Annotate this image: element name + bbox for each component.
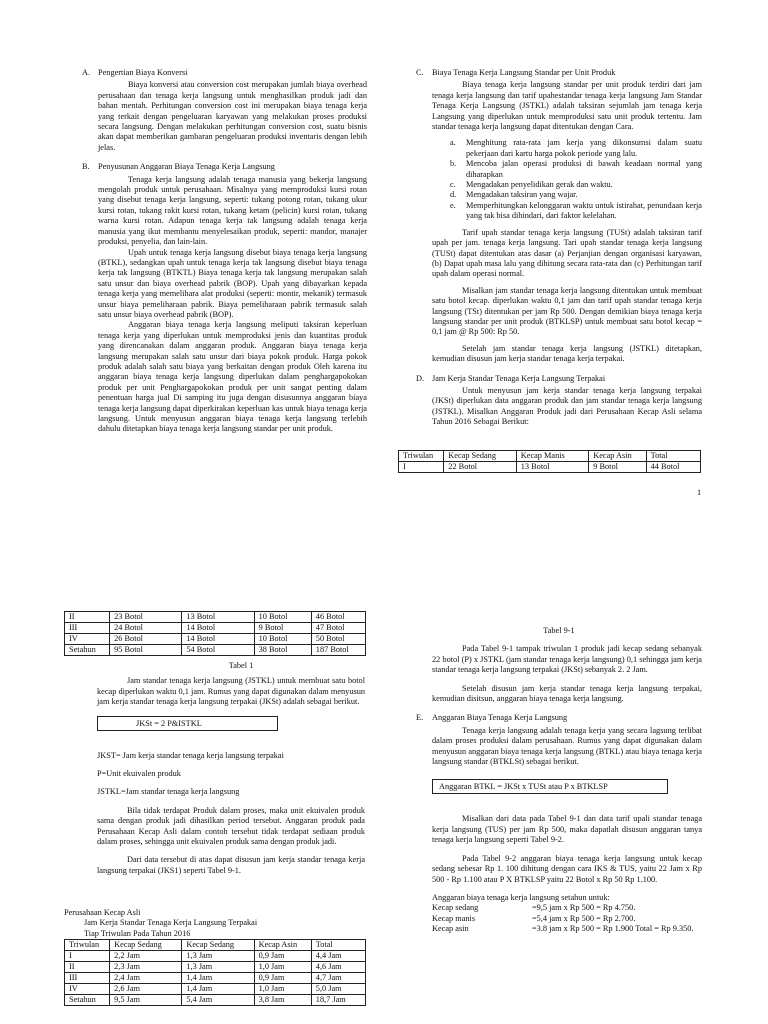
table-cell: 4,7 Jam — [311, 973, 365, 984]
section-b-paragraph-3: Anggaran biaya tenaga kerja langsung meliputi taksiran keperluan tenaga kerja yang diperlukan untuk memproduksi jenis dan kuantitas produk yang direncanakan dalam anggaran produk. Anggaran biaya tenaga kerja langsung merupakan salah satu unsur dari biaya pokok produk. Harga pokok produk adalah salah satu biaya yang berkaitan dengan produk Oleh karena itu anggaran biaya tenaga kerja langsung diperlukan dalam penghargapokokan produk per unit Penghargapokokan produk per unit sangat penting dalam penentuan harga jual Di samping itu juga dengan disusunnya anggaran biaya tenaga kerja langsung dapat diperkirakan keperluan kas untuk biaya tenaga kerja langsung. Untuk menyusun anggaran biaya tenaga kerja langsung terlebih dahulu ditetapkan biaya tenaga kerja langsung standar per unit produk. — [98, 320, 367, 434]
table-cell: Setahun — [65, 995, 110, 1006]
section-e-heading: E. Anggaran Biaya Tenaga Kerja Langsung — [416, 713, 568, 723]
btkl-formula-box: Anggaran BTKL = JKSt x TUSt atau P x BTKLSP — [432, 779, 668, 794]
section-a-paragraph: Biaya konversi atau conversion cost merupakan jumlah biaya overhead perusahaan dan tenaga kerja langsung untuk menghasilkan produk jadi dan bahan mentah. Perhitungan conversion cost ini merupakan biaya tenaga kerja yang terkait dengan pengeluaran karyawan yang melakukan proses produksi secara langsung. Dengan melakukan perhitungan conversion cost, suatu bisnis akan dapat memberikan gambaran pengeluaran produksi inventaris dengan lebih jelas. — [98, 80, 367, 152]
table-cell: 5,4 Jam — [182, 995, 254, 1006]
section-a-title: Pengertian Biaya Konversi — [98, 68, 188, 77]
list-item-text: Mengadakan penyelidikan gerak dan waktu. — [466, 180, 613, 190]
table-cell: 1,4 Jam — [182, 973, 254, 984]
table-header-row — [65, 940, 366, 951]
table-1-caption: Tabel 1 — [228, 661, 254, 670]
table-9-1-explanation: Pada Tabel 9-1 tampak triwulan 1 produk jadi kecap sedang sebanyak 22 botol (P) x JSTKL (jam standar tenaga kerja langsung) 0,1 sehingga jam kerja standar tenaga kerja langsung terpakai (JKSt) sebanyak 2. 2 Jam. — [432, 644, 702, 675]
table-title-main: Jam Kerja Standar Tenaga Kerja Langsung Terpakai — [84, 918, 258, 928]
annual-budget-calculation — [432, 903, 702, 934]
table-cell: I — [399, 462, 444, 473]
definition-jkst: JKST= Jam kerja standar tenaga kerja langsung terpakai — [97, 750, 284, 760]
table-cell: 1,4 Jam — [182, 984, 254, 995]
list-item-marker: a. — [450, 138, 456, 148]
table-cell: 13 Botol — [182, 612, 254, 623]
table-cell: 9 Botol — [589, 462, 646, 473]
section-c-list — [432, 138, 702, 221]
page1-right-column — [416, 68, 702, 428]
table-header-cell: Total — [646, 451, 700, 462]
table-header-cell: Kecap Asin — [589, 451, 646, 462]
table-9-1-caption: Tabel 9-1 — [543, 626, 575, 635]
table-cell: 0,9 Jam — [254, 951, 311, 962]
table-cell: 26 Botol — [110, 634, 182, 645]
calc-value: =5,4 jam x Rp 500 = Rp 2.700. — [532, 913, 636, 923]
section-e-title: Anggaran Biaya Tenaga Kerja Langsung — [432, 713, 568, 723]
list-item-text: Menghitung rata-rata jam kerja yang dikonsumsi dalam suatu pekerjaan dari kartu harga pokok periode yang lalu. — [466, 138, 702, 158]
table-cell: 9,5 Jam — [110, 995, 182, 1006]
table-cell: I — [65, 951, 110, 962]
standard-hours-table — [64, 939, 366, 1006]
table-cell: 1,0 Jam — [254, 962, 311, 973]
list-item-text: Mencoba jalan operasi produksi di bawah keadaan normal yang diharapkan — [466, 159, 702, 179]
product-budget-table-top — [398, 450, 701, 473]
table-header-cell: Triwulan — [399, 451, 444, 462]
table-cell: III — [65, 623, 110, 634]
page2-right-column — [416, 626, 702, 935]
equivalent-unit-paragraph: Bila tidak terdapat Produk dalam proses, maka unit ekuivalen produk sama dengan produk jadi dihasilkan period tersebut. Anggaran produk pada Perusahaan Kecap Asli dalam contoh tersebut tidak terdapat sediaan produk dalam proses, sehingga unit ekuivalen produk sama dengan produk jadi. — [97, 805, 365, 847]
table-cell: IV — [65, 634, 110, 645]
table-row — [65, 995, 366, 1006]
section-b-paragraph-2: Upah untuk tenaga kerja langsung disebut biaya tenaga kerja langsung (BTKL), sedangkan upah untuk tenaga kerja tak langsung disebut biaya tenaga kerja tak langsung (BTKTL) Biaya tenaga kerja tak langsung merupakan salah satu unsur dan biaya overhead pabrik (BOP). Upah yang dibayarkan kepada tenaga kerja yang memelihara alat produksi (seperti: montir, mekanik) termasuk unsur biaya pemeliharaan pabrik. Biaya pemeliharaan pabrik termasuk salah satu unsur biaya overhead pabrik (BOP). — [98, 247, 367, 319]
list-item-text: Mengadakan taksiran yang wajar. — [466, 190, 578, 200]
table-cell: 95 Botol — [110, 645, 182, 656]
table-cell: 13 Botol — [516, 462, 588, 473]
table-cell: 23 Botol — [110, 612, 182, 623]
table-9-1-title — [64, 908, 364, 939]
table-cell: 2,3 Jam — [110, 962, 182, 973]
tarif-example-paragraph: Misalkan dari data pada Tabel 9-1 dan data tarif upali standar tenaga kerja langsung (TUS) per jam Rp 500, maka dapatlah disusun anggaran tanya tenaga kerja langsung seperti Tabel 9-2. — [432, 814, 702, 845]
table-row — [65, 962, 366, 973]
table-cell: 14 Botol — [182, 623, 254, 634]
table-header-cell: Kecap Sedang — [182, 940, 254, 951]
section-c-paragraph-2: Tarif upah standar tenaga kerja langsung (TUSt) adalah taksiran tarif upah per jam. tenaga kerja langsung. Tari upah standar tenaga kerja langsung (TUSt) dapat ditentukan atas dasar (a) Perjanjian dengan organisasi karyawan, (b) Dapat upah masa lalu yang dihitung secara rata-rata dan (c) Perhitungan tarif upah dalam operasi normal. — [432, 227, 702, 279]
table-title-company: Perusahaan Kecap Asli — [64, 908, 141, 917]
table-cell: 4,4 Jam — [311, 951, 365, 962]
table-row — [399, 462, 701, 473]
section-c-paragraph-3: Misalkan jam standar tenaga kerja langsung ditentukan untuk membuat satu botol kecap. diperlukan waktu 0,1 jam dan tarif upah standar tenaga kerja langsung (TSt) ditentukan per jam Rp 500. Dengan demikian biaya tenaga kerja langsung standar per unit produk (BTKLSP) untuk membuat satu botol kecap = 0,1 jam @ Rp 500: Rp 50. — [432, 285, 702, 337]
table-cell: 9 Botol — [254, 623, 311, 634]
table-cell: 3,8 Jam — [254, 995, 311, 1006]
table-row — [65, 645, 366, 656]
section-d-title: Jam Kerja Standar Tenaga Kerja Langsung Terpakai — [432, 373, 606, 383]
calc-row — [432, 914, 702, 924]
list-item — [450, 201, 702, 222]
table-title-period: Tiap Triwulan Pada Tahun 2016 — [84, 928, 191, 938]
jkst-formula-box: JKSt = 2 P&ISTKL — [97, 716, 278, 731]
table-row — [65, 951, 366, 962]
list-item — [450, 190, 702, 200]
page-number: 1 — [697, 488, 702, 497]
calc-label: Kecap sedang — [432, 903, 479, 913]
table-cell: 187 Botol — [311, 645, 365, 656]
section-c-heading: C. Biaya Tenaga Kerja Langsung Standar per Unit Produk — [416, 68, 616, 77]
list-item-marker: e. — [450, 200, 456, 210]
table-cell: 44 Botol — [646, 462, 700, 473]
calc-row — [432, 924, 702, 934]
section-c-paragraph-1: Biaya tenaga kerja langsung standar per unit produk terdiri dari jam tenaga kerja langsung dan tarif upahestandar tenaga kerja langsung Jam Standar Tenaga Kerja Langsung (JSTKL) adalah taksiran sejumlah jam tenaga kerja Langsung yang diperlukan untuk memproduksi satu unit produk tertentu. Jam standar tenaga kerja langsung dapat ditentukan dengan Cara. — [432, 80, 702, 132]
calc-label: Kecap manis — [432, 913, 476, 923]
table-cell: 22 Botol — [444, 462, 516, 473]
table-cell: 5,0 Jam — [311, 984, 365, 995]
calc-label: Kecap asin — [432, 924, 469, 934]
table-header-cell: Total — [311, 940, 365, 951]
section-c-paragraph-4: Setelah jam standar tenaga kerja langsung (JSTKL) ditetapkan, kemudian disusun jam kerja standar tenaga kerja terpakai. — [432, 343, 702, 364]
table-cell: II — [65, 962, 110, 973]
page2-left-column — [97, 661, 365, 876]
table-cell: 24 Botol — [110, 623, 182, 634]
calc-row — [432, 903, 702, 913]
table-9-1-intro-paragraph: Dari data tersebut di atas dapat disusun jam kerja standar tenaga kerja langsung terpakai (JKS1) seperti Tabel 9-1. — [97, 855, 365, 875]
table-cell: 1,0 Jam — [254, 984, 311, 995]
table-cell: 0,9 Jam — [254, 973, 311, 984]
table-cell: 4,6 Jam — [311, 962, 365, 973]
section-b-paragraph-1: Tenaga kerja langsung adalah tenaga manusia yang bekerja langsung mengolah produk untuk perusahaan. Misalnya yang memproduksi kursi rotan yang disebut tenaga kerja langsung, seperti: tukang potong rotan, tukang ukur kursi rotan, tukang rakit kursi rotan, tukang ketam (pelicin) kursi rotan, tukang warna kursi rotan. Adapun tenaga kerja tak langsung adalah tenaga kerja manusia yang ikut membantu menyelesaikan produk, seperti: mandor, manajer produksi, penyelia, dan lain-lain. — [98, 174, 367, 247]
list-item — [450, 180, 702, 190]
section-c-title: Biaya Tenaga Kerja Langsung Standar per Unit Produk — [432, 68, 616, 77]
table-cell: Setahun — [65, 645, 110, 656]
table-cell: 1,3 Jam — [182, 962, 254, 973]
section-a-heading: A. Pengertian Biaya Konversi — [82, 68, 188, 77]
table-cell: 10 Botol — [254, 634, 311, 645]
page1-left-column — [82, 68, 367, 435]
list-item — [450, 138, 702, 159]
table-header-cell: Kecap Sedang — [444, 451, 516, 462]
table-9-2-explanation: Pada Tabel 9-2 anggaran biaya tenaga kerja langsung untuk kecap sedang sebesar Rp 1. 100 dihitung dengan cara IKS & TUS, yaitu 22 Jam x Rp 500 - Rp 1.100 atau P X BTKLSP yaitu 22 Botol x Rp 50 Rp 1.100. — [432, 853, 702, 884]
section-b-title: Penyusunan Anggaran Biaya Tenaga Kerja Langsung — [98, 162, 275, 172]
calc-value: =3.8 jam x Rp 500 = Rp 1.900 Total = Rp 9.350. — [532, 924, 694, 934]
table-header-cell: Kecap Manis — [516, 451, 588, 462]
definition-jstkl: JSTKL=Jam standar tenaga kerja langsung — [97, 787, 240, 797]
table-row — [65, 973, 366, 984]
section-d-paragraph: Untuk menyusun jam kerja standar tenaga kerja langsung terpakai (JKSt) diperlukan data anggaran produk dan jam standar tenaga kerja langsung (JSTKL). Misalkan Anggaran Produk jadi dari Perusahaan Kecap Asli selama Tahun 2016 Sebagai Berikut: — [432, 385, 702, 427]
list-item-marker: d. — [450, 190, 457, 200]
definition-p: P=Unit ekuivalen produk — [97, 769, 181, 779]
section-e-paragraph: Tenaga kerja langsung adalah tenaga kerja yang secara lagsung terlibat dalam proses produksi dalam perusahaan. Rumus yang dapat digunakan dalam menyusun anggaran biaya tenaga kerja langsung (BTKL) atau biaya tenaga kerja langsung standar (BTKLSt) sebagai berikut. — [432, 725, 702, 767]
table-row — [65, 623, 366, 634]
list-item-text: Memperhitungkan kelonggaran waktu untuk istirahat, penundaan kerja yang tak bisa dihindari, dari faktor kelelahan. — [466, 200, 702, 221]
table-header-cell: Kecap Asin — [254, 940, 311, 951]
table-header-cell: Kecap Sedang — [110, 940, 182, 951]
table-cell: II — [65, 612, 110, 623]
annual-budget-intro: Anggaran biaya tenaga kerja langsung setahun untuk: — [432, 892, 610, 902]
list-item — [450, 159, 702, 180]
table-header-cell: Triwulan — [65, 940, 110, 951]
table-cell: 50 Botol — [311, 634, 365, 645]
section-b-heading: B. Penyusunan Anggaran Biaya Tenaga Kerja Langsung — [82, 162, 275, 172]
after-jkst-paragraph: Setelah disusun jam kerja standar tenaga kerja langsung terpakai, kemudian disitsun, anggaran biaya tenaga kerja langsung. — [432, 683, 702, 704]
calc-value: =9,5 jam x Rp 500 = Rp 4.750. — [532, 903, 636, 913]
table-cell: III — [65, 973, 110, 984]
table-cell: 38 Botol — [254, 645, 311, 656]
table-cell: 1,3 Jam — [182, 951, 254, 962]
table-cell: 2,6 Jam — [110, 984, 182, 995]
table-cell: 47 Botol — [311, 623, 365, 634]
table-cell: 46 Botol — [311, 612, 365, 623]
table-row — [65, 612, 366, 623]
list-item-marker: b. — [450, 159, 457, 169]
table-header-row — [399, 451, 701, 462]
list-item-marker: c. — [450, 180, 456, 190]
table-row — [65, 634, 366, 645]
table-cell: 2,4 Jam — [110, 973, 182, 984]
table-cell: 14 Botol — [182, 634, 254, 645]
jstkl-paragraph: Jam standar tenaga kerja langsung (JSTKL) untuk membuat satu botol kecap diperlukan waktu 0,1 jam. Rumus yang dapat digunakan dalam menyusun jam kerja standar tenaga kerja langsung terpakai (JKSt) adalah sebagai berikut. — [97, 676, 365, 707]
section-d-heading: D. Jam Kerja Standar Tenaga Kerja Langsung Terpakai — [416, 373, 606, 383]
table-cell: 54 Botol — [182, 645, 254, 656]
table-cell: 18,7 Jam — [311, 995, 365, 1006]
product-budget-table-continued — [64, 611, 366, 656]
table-cell: IV — [65, 984, 110, 995]
table-row — [65, 984, 366, 995]
table-cell: 10 Botol — [254, 612, 311, 623]
table-cell: 2,2 Jam — [110, 951, 182, 962]
